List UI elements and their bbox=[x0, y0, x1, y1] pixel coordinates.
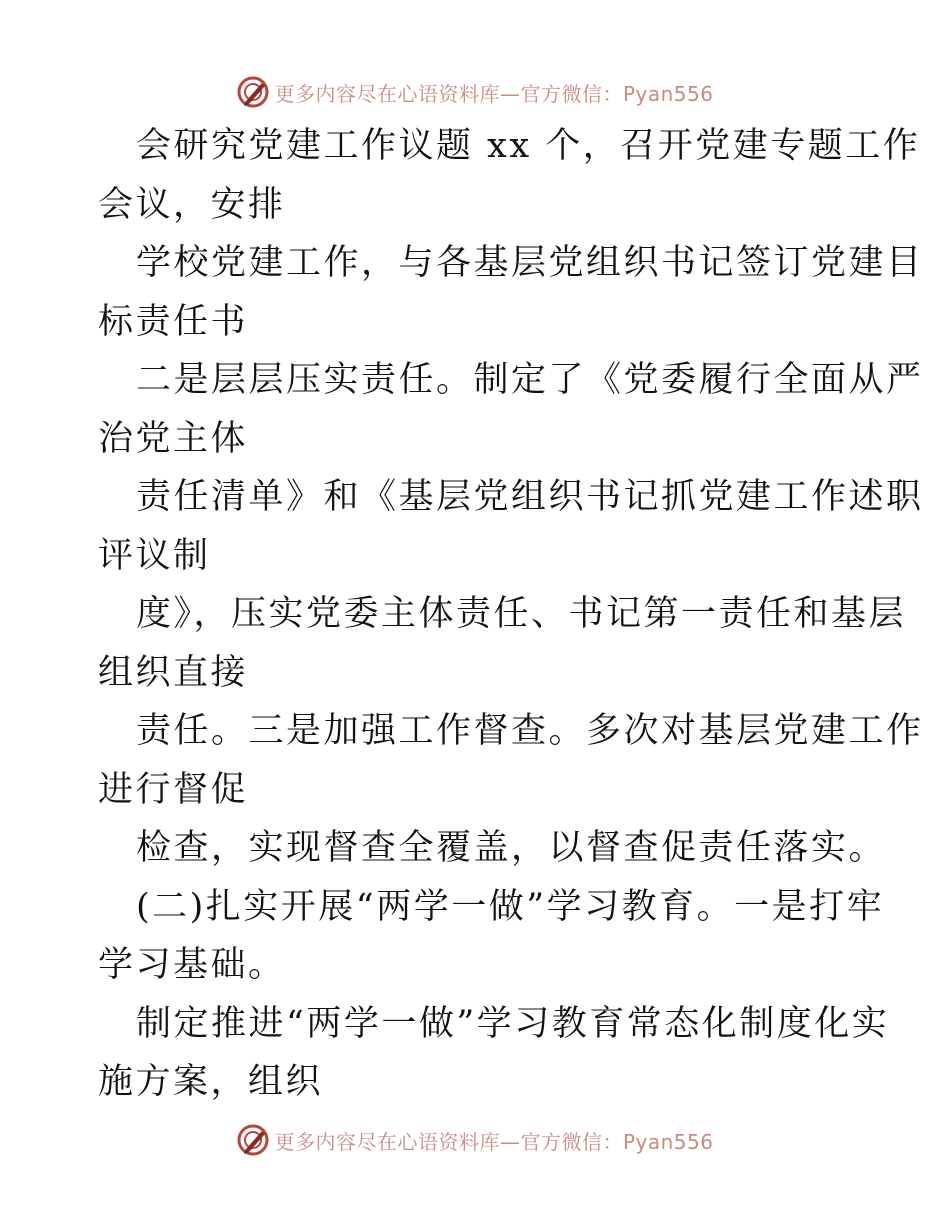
pen-logo-icon bbox=[236, 1123, 270, 1157]
text-line: (二)扎实开展“两学一做”学习教育。一是打牢 bbox=[136, 886, 885, 927]
text-line: 治党主体 bbox=[98, 418, 249, 459]
text-line: 责任。三是加强工作督查。多次对基层党建工作 bbox=[136, 711, 924, 751]
text-line: 二是层层压实责任。制定了《党委履行全面从严 bbox=[136, 360, 924, 400]
text-line: 评议制 bbox=[98, 535, 211, 576]
text-line: 组织直接 bbox=[98, 652, 249, 693]
text-line: 标责任书 bbox=[98, 301, 249, 342]
text-line: 责任清单》和《基层党组织书记抓党建工作述职 bbox=[136, 477, 924, 517]
header-watermark-banner bbox=[0, 72, 950, 112]
text-line: 会研究党建工作议题 xx 个，召开党建专题工作 bbox=[136, 126, 921, 166]
header-watermark-text: 更多内容尽在心语资料库—官方微信：Pyan556 bbox=[274, 81, 714, 106]
text-line: 度》，压实党委主体责任、书记第一责任和基层 bbox=[136, 594, 907, 634]
footer-watermark-banner bbox=[0, 1120, 950, 1160]
text-line: 检查，实现督查全覆盖，以督查促责任落实。 bbox=[136, 828, 887, 868]
text-line: 进行督促 bbox=[98, 769, 249, 810]
text-line: 施方案，组织 bbox=[98, 1062, 324, 1102]
pen-logo-icon bbox=[236, 75, 270, 109]
text-line: 学习基础。 bbox=[98, 945, 286, 985]
text-line: 会议，安排 bbox=[98, 184, 286, 225]
text-line: 学校党建工作，与各基层党组织书记签订党建目 bbox=[136, 243, 924, 283]
text-line: 制定推进“两学一做”学习教育常态化制度化实 bbox=[136, 1003, 890, 1044]
document-body bbox=[98, 117, 924, 1112]
footer-watermark-text: 更多内容尽在心语资料库—官方微信：Pyan556 bbox=[274, 1129, 714, 1154]
